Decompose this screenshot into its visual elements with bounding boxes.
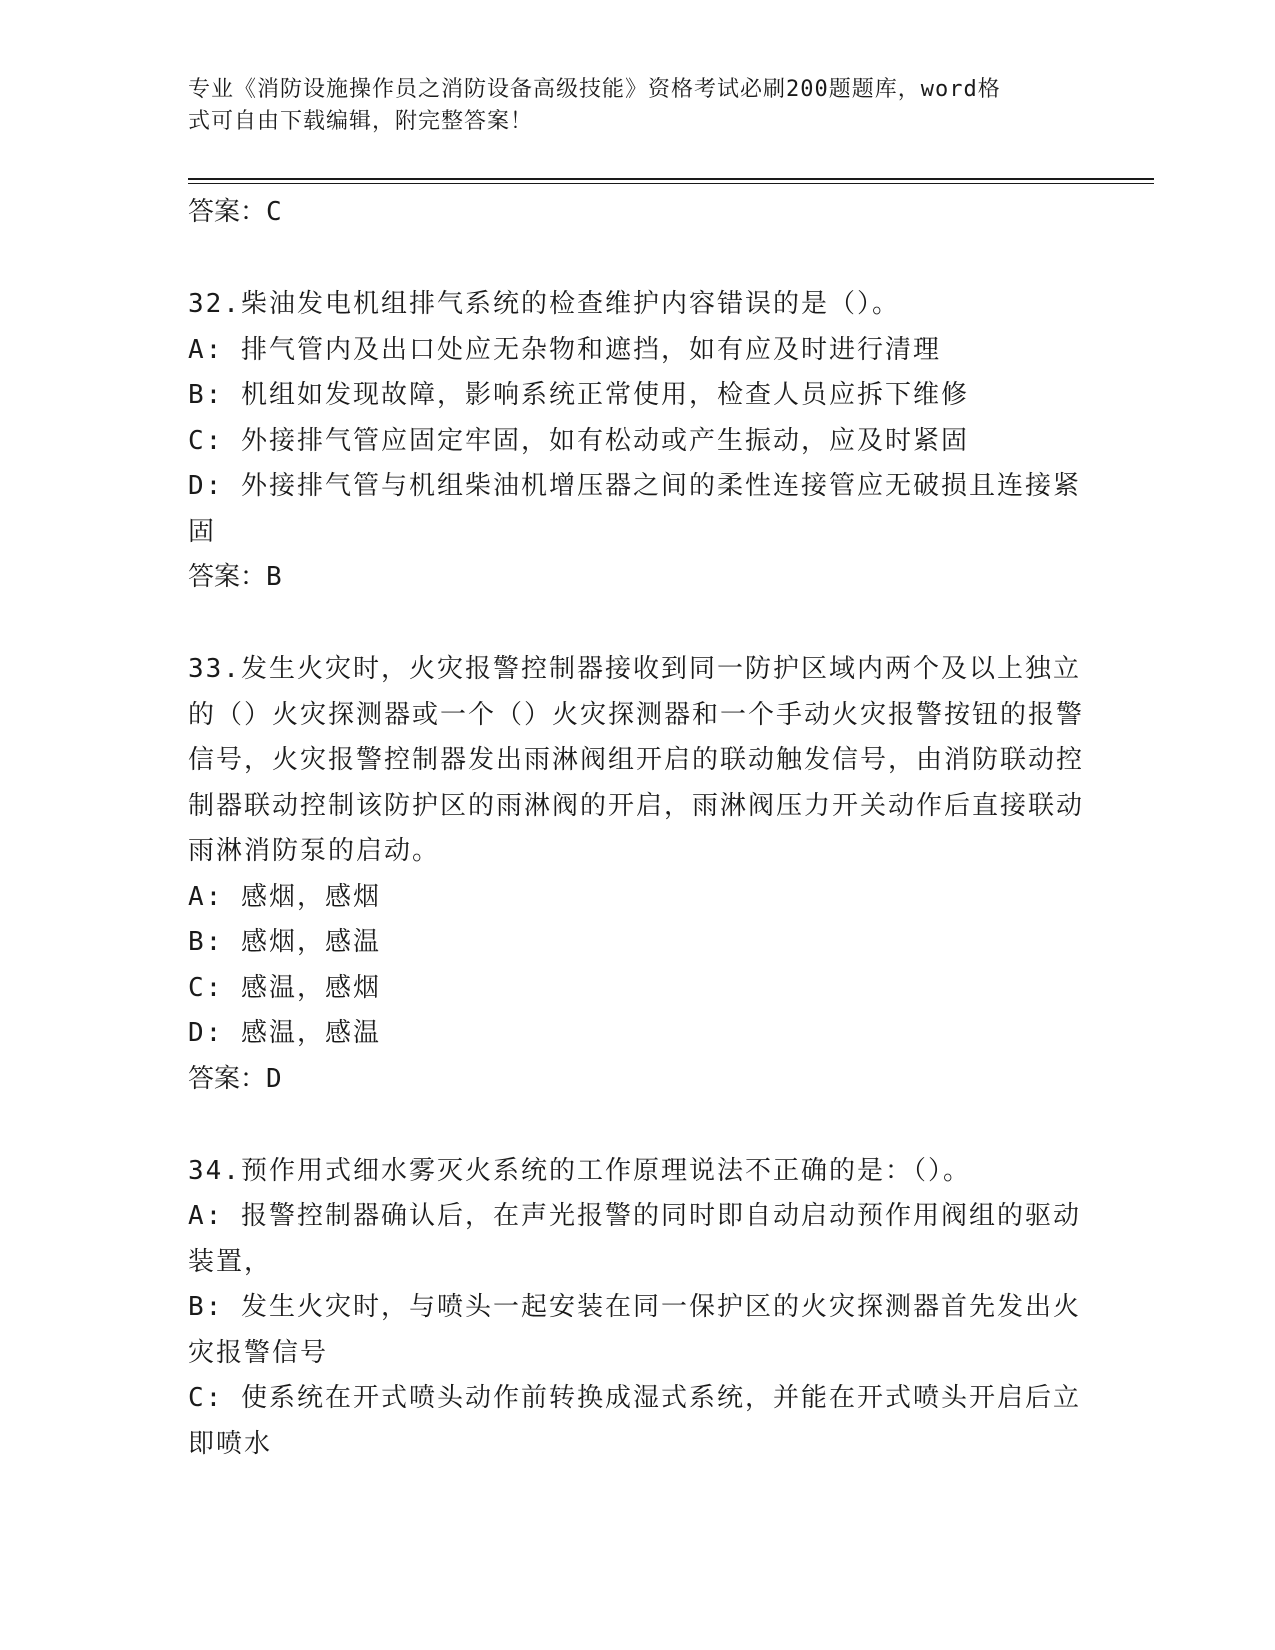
header-line-1: 专业《消防设施操作员之消防设备高级技能》资格考试必刷200题题库，word格	[188, 77, 1001, 102]
option-b: B: 感烟，感温	[188, 927, 381, 957]
question-list	[188, 190, 1088, 1467]
option-d: D: 外接排气管与机组柴油机增压器之间的柔性连接管应无破损且连接紧固	[188, 471, 1081, 547]
question-block	[188, 1149, 1088, 1468]
question-stem: 32.柴油发电机组排气系统的检查维护内容错误的是（）。	[188, 289, 900, 319]
question-stem: 33.发生火灾时，火灾报警控制器接收到同一防护区域内两个及以上独立的（）火灾探测器或一个（）火灾探测器和一个手动火灾报警按钮的报警信号，火灾报警控制器发出雨淋阀组开启的联动触发信号，由消防联动控制器联动控制该防护区的雨淋阀的开启，雨淋阀压力开关动作后直接联动雨淋消防泵的启动。	[188, 654, 1085, 866]
option-c: C: 外接排气管应固定牢固，如有松动或产生振动，应及时紧固	[188, 425, 969, 456]
answer-label: 答案：	[188, 197, 267, 227]
option-b: B: 发生火灾时，与喷头一起安装在同一保护区的火灾探测器首先发出火灾报警信号	[188, 1292, 1081, 1368]
option-d: D: 感温，感温	[188, 1018, 381, 1048]
answer-label: 答案：	[188, 562, 267, 592]
answer-label: 答案：	[188, 1063, 267, 1094]
answer-line	[188, 190, 1088, 234]
header-divider-thick	[188, 178, 1154, 180]
header-line-2: 式可自由下载编辑，附完整答案！	[188, 109, 534, 134]
option-c: C: 使系统在开式喷头动作前转换成湿式系统，并能在开式喷头开启后立即喷水	[188, 1383, 1081, 1459]
option-a: A: 排气管内及出口处应无杂物和遮挡，如有应及时进行清理	[188, 334, 941, 365]
header-divider-thin	[188, 183, 1154, 184]
question-stem: 34.预作用式细水雾灭火系统的工作原理说法不正确的是：（）。	[188, 1155, 971, 1186]
option-b: B: 机组如发现故障，影响系统正常使用，检查人员应拆下维修	[188, 380, 969, 410]
option-a: A: 报警控制器确认后，在声光报警的同时即自动启动预作用阀组的驱动装置，	[188, 1201, 1081, 1277]
question-block	[188, 647, 1088, 1101]
answer-value: B	[266, 562, 282, 592]
answer-line	[188, 1057, 1088, 1101]
answer-value: C	[266, 197, 282, 227]
question-block	[188, 282, 1088, 599]
answer-line	[188, 555, 1088, 599]
document-header	[188, 74, 1068, 138]
option-c: C: 感温，感烟	[188, 972, 381, 1003]
option-a: A: 感烟，感烟	[188, 881, 381, 912]
answer-value: D	[266, 1063, 282, 1094]
